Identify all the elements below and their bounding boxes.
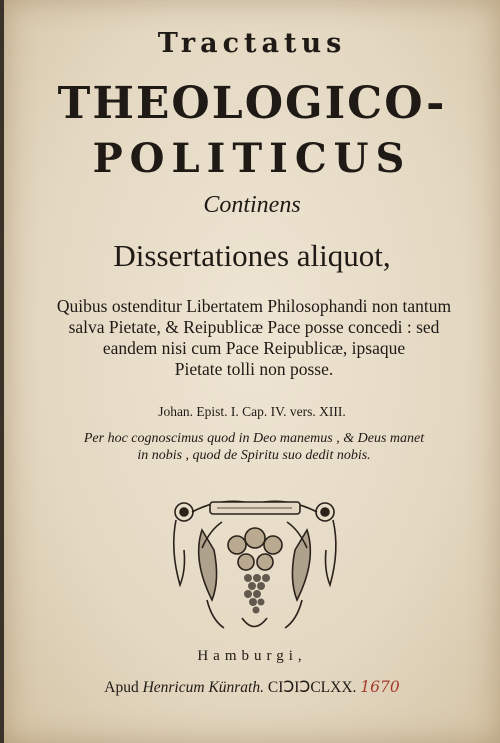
imprint-year: CIↃIↃCLXX. <box>267 679 357 696</box>
fruit-basket-ornament-icon <box>162 490 347 640</box>
scripture-quote <box>59 430 449 464</box>
description-line: Pietate tolli non posse. <box>174 359 334 379</box>
description-line: eandem nisi cum Pace Reipublicæ, ipsaque <box>102 338 406 358</box>
manuscript-note: 1670 <box>360 678 400 696</box>
imprint-place: Hamburgi, <box>197 648 307 664</box>
scripture-citation: Johan. Epist. I. Cap. IV. vers. XIII. <box>158 404 346 419</box>
title-tractatus: Tractatus <box>157 28 347 59</box>
dissertationes-line: Dissertationes aliquot, <box>113 238 391 273</box>
quote-line: Per hoc cognoscimus quod in Deo manemus , & Deus manet <box>83 431 425 446</box>
continens-line: Continens <box>203 192 301 218</box>
description-line: salva Pietate, & Reipublicæ Pace posse concedi : sed <box>68 317 440 337</box>
title-politicus: POLITICUS <box>92 135 412 182</box>
title-page <box>4 0 500 743</box>
imprint-apud: Apud <box>104 679 139 696</box>
quote-line: in nobis , quod de Spiritu suo dedit nobis. <box>137 448 371 463</box>
title-theologico: THEOLOGICO- <box>57 78 447 129</box>
imprint-line <box>4 678 500 697</box>
imprint-publisher: Henricum Künrath. <box>142 679 264 696</box>
description-line: Quibus ostenditur Libertatem Philosophandi non tantum <box>56 296 452 316</box>
description-paragraph <box>44 296 464 380</box>
